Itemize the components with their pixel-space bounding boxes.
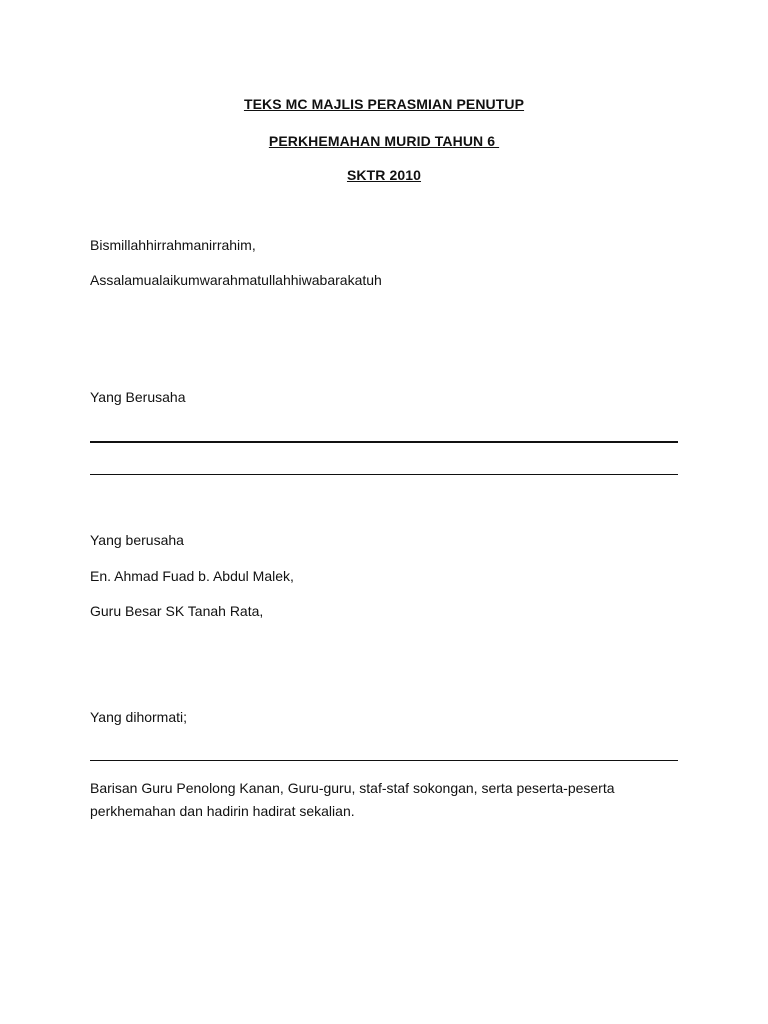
section-label-yang-berusaha: Yang Berusaha <box>90 389 186 405</box>
audience-paragraph: Barisan Guru Penolong Kanan, Guru-guru, staf-staf sokongan, serta peserta-peserta perkhemahan dan hadirin hadirat sekalian. <box>90 780 615 819</box>
document-title: TEKS MC MAJLIS PERASMIAN PENUTUP <box>243 96 525 112</box>
blank-line-thick <box>90 441 678 443</box>
document-subtitle: PERKHEMAHAN MURID TAHUN 6 <box>268 133 500 149</box>
document-year-heading: SKTR 2010 <box>346 167 422 183</box>
blank-line-underline <box>90 760 678 761</box>
greeting-salam: Assalamualaikumwarahmatullahhiwabarakatuh <box>90 272 382 288</box>
greeting-bismillah: Bismillahhirrahmanirrahim, <box>90 237 256 253</box>
section-label-yang-berusaha-2: Yang berusaha <box>90 532 184 548</box>
guest-title: Guru Besar SK Tanah Rata, <box>90 603 264 619</box>
guest-name: En. Ahmad Fuad b. Abdul Malek, <box>90 568 294 584</box>
section-label-yang-dihormati: Yang dihormati; <box>90 709 188 725</box>
blank-line-thin <box>90 474 678 475</box>
